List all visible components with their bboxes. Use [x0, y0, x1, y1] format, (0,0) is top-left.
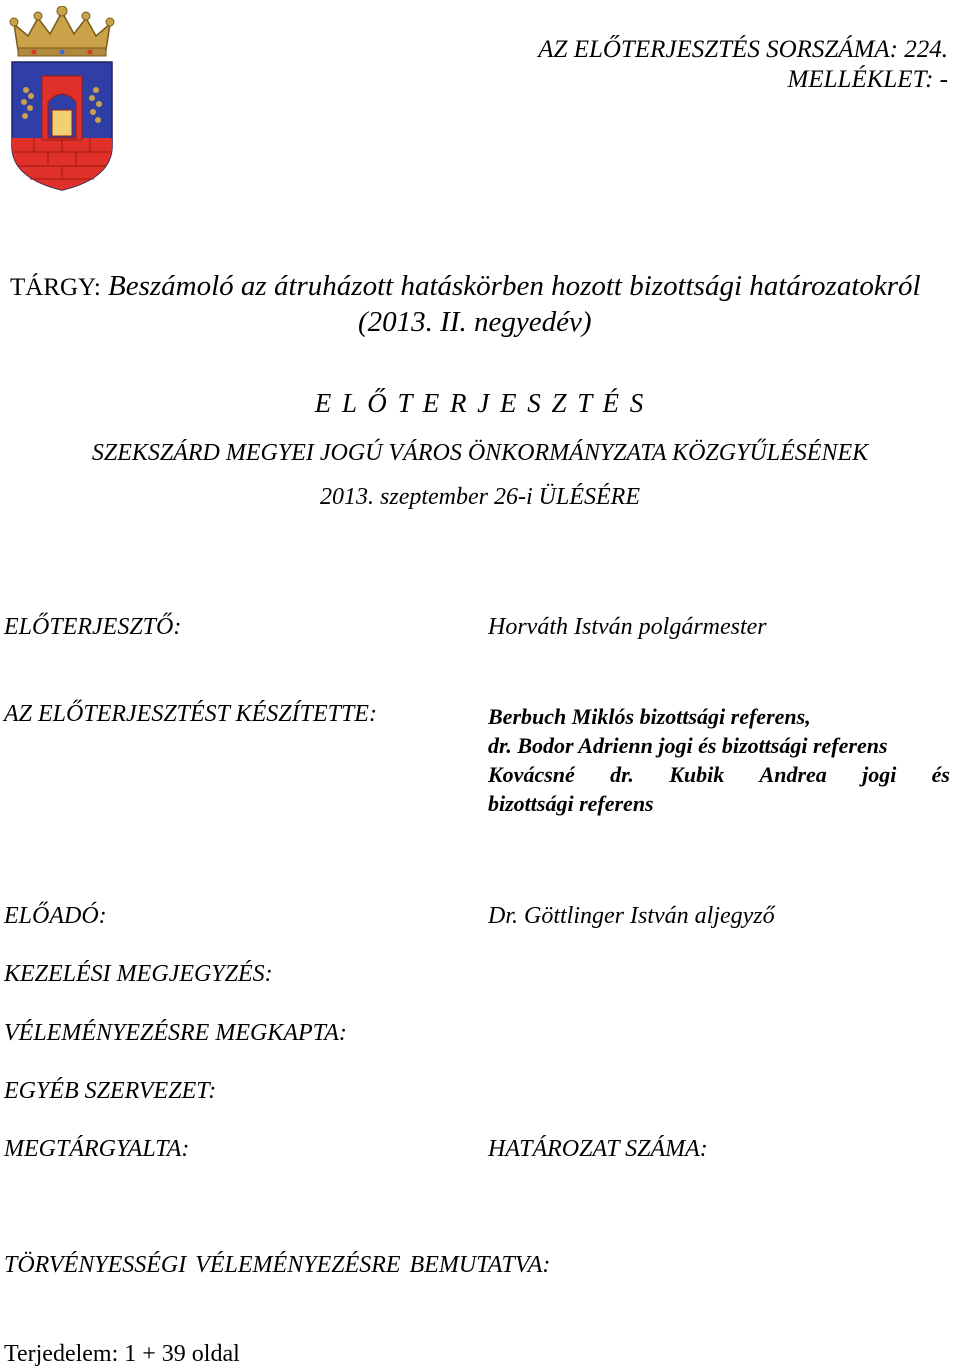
prepared-by-word: dr.	[610, 762, 634, 787]
page-extent: Terjedelem: 1 + 39 oldal	[4, 1341, 240, 1367]
prepared-by-line: dr. Bodor Adrienn jogi és bizottsági referens	[488, 733, 888, 758]
prepared-by-word: és	[931, 762, 950, 787]
serial-number-line: AZ ELŐTERJESZTÉS SORSZÁMA: 224.	[538, 36, 948, 63]
received-for-opinion-label: VÉLEMÉNYEZÉSRE MEGKAPTA:	[4, 1020, 347, 1046]
discussed-label: MEGTÁRGYALTA:	[4, 1136, 190, 1162]
legal-review-label: TÖRVÉNYESSÉGI VÉLEMÉNYEZÉSRE BEMUTATVA:	[4, 1252, 551, 1278]
attachment-line: MELLÉKLET: -	[787, 66, 948, 93]
management-note-label: KEZELÉSI MEGJEGYZÉS:	[4, 961, 273, 987]
prepared-by-word: jogi	[862, 762, 897, 787]
presenter-value: Horváth István polgármester	[488, 614, 767, 640]
prepared-by-justified-line	[488, 760, 950, 789]
prepared-by-word: Kubik	[669, 762, 725, 787]
speaker-label: ELŐADÓ:	[4, 903, 107, 929]
city-coat-of-arms-icon	[4, 6, 120, 192]
crown-icon	[10, 6, 114, 56]
prepared-by-value	[488, 702, 950, 818]
prepared-by-line: bizottsági referens	[488, 791, 654, 816]
subject-text-line2: (2013. II. negyedév)	[358, 306, 592, 338]
meeting-line: 2013. szeptember 26-i ÜLÉSÉRE	[320, 484, 640, 510]
council-line: SZEKSZÁRD MEGYEI JOGÚ VÁROS ÖNKORMÁNYZATA KÖZGYŰLÉSÉNEK	[91, 440, 869, 466]
subject-line	[10, 270, 921, 303]
speaker-value: Dr. Göttlinger István aljegyző	[488, 903, 775, 929]
document-type-title: E L Ő T E R J E S Z T É S	[314, 388, 646, 418]
subject-label: TÁRGY:	[10, 274, 101, 301]
prepared-by-word: Kovácsné	[488, 762, 575, 787]
prepared-by-line: Berbuch Miklós bizottsági referens,	[488, 704, 811, 729]
subject-text: Beszámoló az átruházott hatáskörben hozott bizottsági határozatokról	[108, 270, 921, 302]
resolution-number-label: HATÁROZAT SZÁMA:	[488, 1136, 708, 1162]
prepared-by-word: Andrea	[759, 762, 827, 787]
prepared-by-label: AZ ELŐTERJESZTÉST KÉSZÍTETTE:	[4, 701, 377, 727]
presenter-label: ELŐTERJESZTŐ:	[4, 614, 182, 640]
other-organization-label: EGYÉB SZERVEZET:	[4, 1078, 217, 1104]
